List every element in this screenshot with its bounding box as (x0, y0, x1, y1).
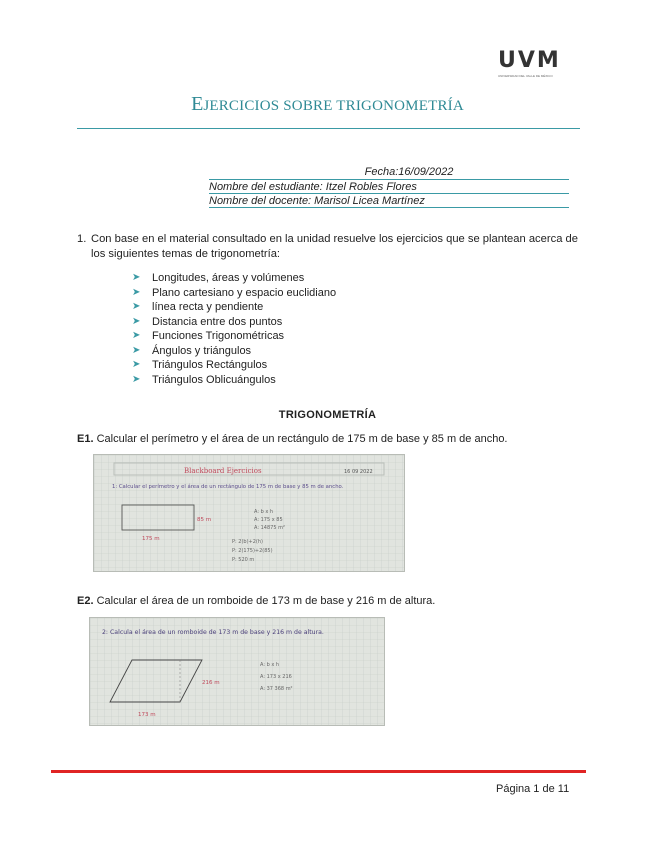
teacher-name-field: Nombre del docente: Marisol Licea Martínez (209, 195, 425, 207)
intro-paragraph (77, 232, 585, 262)
photo-1-work-line: A: b x h (254, 509, 274, 515)
exercise-1 (77, 433, 508, 445)
topic-label: línea recta y pendiente (152, 301, 264, 313)
topic-label: Ángulos y triángulos (152, 344, 252, 357)
list-item (132, 315, 336, 330)
arrow-bullet-icon: ➤ (132, 301, 141, 312)
topic-label: Longitudes, áreas y volúmenes (152, 272, 305, 284)
photo-1-work-line: P: 2(b)+2(h) (232, 539, 263, 545)
list-item (132, 300, 336, 315)
arrow-bullet-icon: ➤ (132, 272, 141, 283)
exercise-1-photo (93, 454, 405, 572)
topic-label: Distancia entre dos puntos (152, 315, 283, 328)
footer-divider (51, 770, 586, 773)
arrow-bullet-icon: ➤ (132, 373, 141, 385)
exercise-2-text: Calcular el área de un romboide de 173 m de base y 216 m de altura. (96, 595, 436, 607)
section-title: TRIGONOMETRÍA (278, 409, 377, 421)
page-number: Página 1 de 11 (496, 783, 570, 795)
exercise-1-text: Calcular el perímetro y el área de un rectángulo de 175 m de base y 85 m de ancho. (96, 433, 508, 445)
student-name-field: Nombre del estudiante: Itzel Robles Flores (209, 181, 417, 193)
photo-2-base-label: 173 m (138, 712, 156, 718)
info-rule-2 (209, 193, 569, 194)
list-item (132, 271, 336, 286)
list-item (132, 373, 336, 388)
document-title (0, 93, 655, 116)
arrow-bullet-icon: ➤ (132, 330, 141, 341)
arrow-bullet-icon: ➤ (132, 344, 141, 356)
intro-number: 1. (77, 233, 87, 245)
list-item (132, 286, 336, 301)
logo-text: UVM (498, 48, 561, 73)
topic-label: Plano cartesiano y espacio euclidiano (152, 286, 337, 299)
exercise-2-label: E2. (77, 595, 94, 607)
photo-1-side-label: 85 m (197, 517, 212, 523)
list-item (132, 329, 336, 344)
intro-text: Con base en el material consultado en la unidad resuelve los ejercicios que se plantean acerca de los siguientes temas de trigonometría: (91, 233, 578, 260)
arrow-bullet-icon: ➤ (132, 359, 141, 370)
photo-1-header-title: Blackboard Ejercicios (184, 467, 262, 475)
topic-label: Triángulos Rectángulos (152, 359, 268, 371)
info-rule-1 (209, 179, 569, 180)
topic-label: Funciones Trigonométricas (152, 330, 285, 342)
photo-1-statement: 1: Calcular el perímetro y el área de un rectángulo de 175 m de base y 85 m de ancho. (112, 484, 344, 490)
exercise-2-photo (89, 617, 385, 726)
photo-2-statement: 2: Calcula el área de un romboide de 173 m de base y 216 m de altura. (102, 629, 324, 636)
photo-1-work-line: A: 175 x 85 (254, 517, 283, 523)
date-field: Fecha:16/09/2022 (364, 166, 454, 178)
photo-1-header-date: 16 09 2022 (344, 469, 373, 475)
arrow-bullet-icon: ➤ (132, 315, 141, 327)
list-item (132, 344, 336, 359)
photo-1-work-line: P: 520 m (232, 557, 255, 563)
photo-1-work-line: P: 2(175)+2(85) (232, 548, 273, 554)
title-first-letter: E (191, 93, 204, 115)
list-item (132, 358, 336, 373)
topic-label: Triángulos Oblicuángulos (152, 373, 276, 386)
photo-2-work-line: A: 173 x 216 (260, 674, 292, 680)
title-divider (77, 128, 580, 129)
exercise-2 (77, 595, 435, 607)
arrow-bullet-icon: ➤ (132, 286, 141, 298)
photo-2-height-label: 216 m (202, 680, 220, 686)
exercise-1-label: E1. (77, 433, 94, 445)
title-rest: JERCICIOS SOBRE TRIGONOMETRÍA (203, 98, 464, 114)
uvm-logo (498, 50, 568, 82)
photo-1-work-line: A: 14875 m² (254, 525, 285, 531)
topics-list (132, 271, 336, 387)
info-rule-3 (209, 207, 569, 208)
photo-2-work-line: A: 37 368 m² (260, 686, 293, 692)
photo-2-work-line: A: b x h (260, 662, 280, 668)
logo-tagline: UNIVERSIDAD DEL VALLE DE MÉXICO (498, 74, 553, 78)
photo-1-base-label: 175 m (142, 536, 160, 542)
